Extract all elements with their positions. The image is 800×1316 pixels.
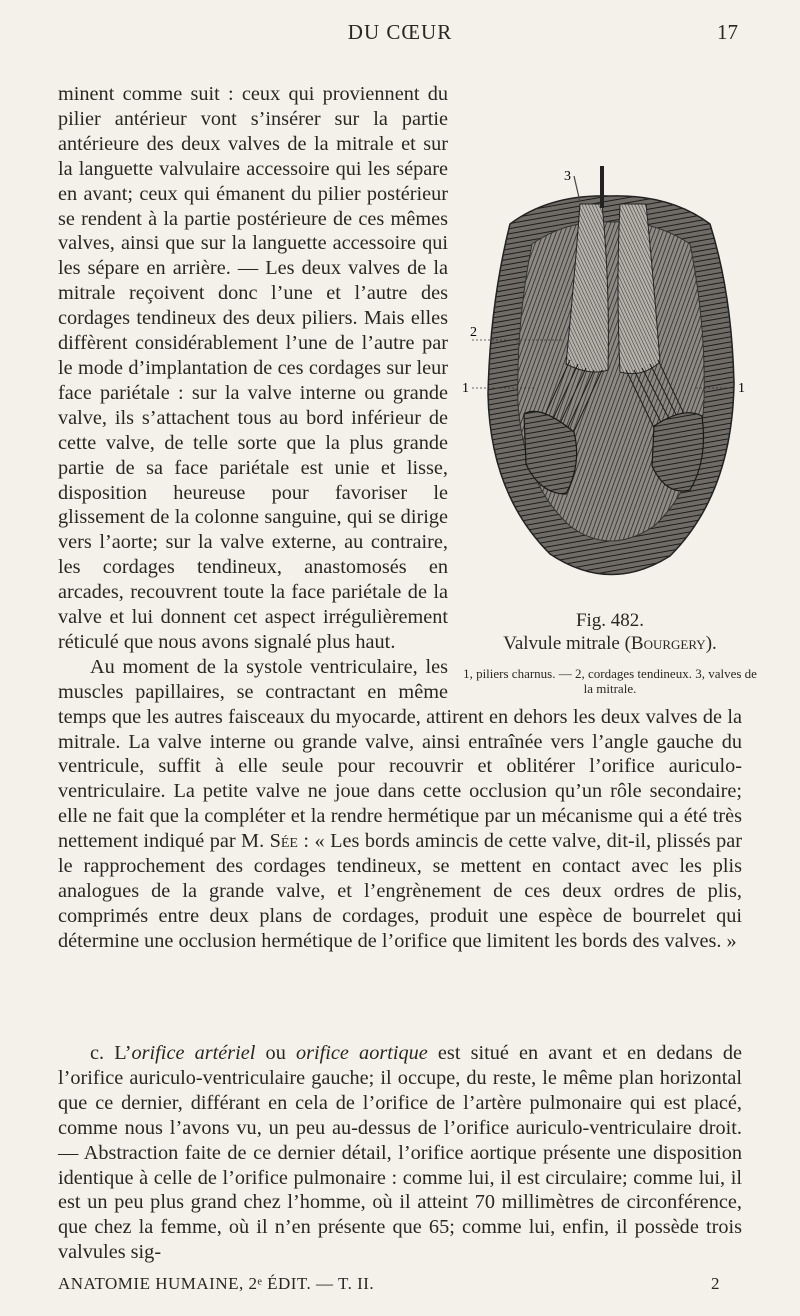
label-2: 2: [470, 325, 477, 340]
figure-title-suffix: ).: [705, 633, 717, 654]
term-orifice-arteriel: orifice artériel: [131, 1042, 256, 1064]
paragraph-3-lead: c. L’: [90, 1042, 132, 1064]
vessel-marker: [600, 166, 604, 208]
footer-sheet-number: 2: [711, 1274, 720, 1293]
author-see: Sée: [269, 830, 298, 853]
paragraph-3-or: ou: [255, 1042, 296, 1064]
figure-legend: 1, piliers charnus. — 2, cordages tendineux. 3, valves de la mitrale.: [463, 666, 757, 696]
figure-title-prefix: Valvule mitrale (: [503, 633, 631, 654]
label-1-left: 1: [462, 381, 469, 396]
term-orifice-aortique: orifice aortique: [295, 1042, 428, 1064]
page-number: 17: [717, 20, 738, 44]
label-1-right: 1: [738, 381, 745, 396]
paragraph-3: [58, 1041, 742, 1265]
running-title: DU CŒUR: [347, 20, 453, 44]
paragraph-2: [58, 655, 742, 954]
paragraph-2-start: Au moment de la systole ventriculaire, les muscles papillaires, se contractant en même temps que les autres faisceaux du myocarde, attirent en dehors les deux valves de la mitrale. La valve interne ou grande valve, ainsi entraînée vers l’angle gauche du ventricule, suffit à elle seule pour recouvrir et oblitérer l’orifice auriculo-ventriculaire. La petite valve ne joue dans cette occlusion qu’un rôle secondaire; elle ne fait que la compléter et la rendre hermétique par un mécanisme qui a été très nettement indiqué par M.: [58, 655, 742, 853]
paragraph-2-end: : « Les bords amincis de cette valve, dit-il, plissés par le rapprochement des cordages tendineux, se mettent en contact avec les plis analogues de la grande valve, et l’engrènement de ces deux ordres de plis, comprimés entre deux plans de cordages, produit une espèce de bourrelet qui détermine une occlusion hermétique de l’orifice que limitent les bords des valves. »: [58, 830, 742, 952]
section-c: [58, 1041, 742, 1265]
footer-signature: ANATOMIE HUMAINE, 2ᵉ ÉDIT. — T. II.: [58, 1274, 375, 1293]
page-header: [0, 20, 800, 50]
figure-title-author: Bourgery: [630, 633, 706, 654]
page-footer: [58, 1274, 742, 1298]
figure-number: Fig. 482.: [575, 610, 645, 631]
paragraph-3-body: est situé en avant et en dedans de l’orifice auriculo-ventriculaire gauche; il occupe, du reste, le même plan horizontal que ce dernier, différant en cela de l’orifice de l’artère pulmonaire qui est placé, comme nous l’avons vu, un peu au-dessus de l’orifice auriculo-ventriculaire droit. — Abstraction faite de ce dernier détail, l’orifice aortique présente une disposition identique à celle de l’orifice pulmonaire : comme lui, il est circulaire; comme lui, il est un peu plus grand chez l’homme, où il atteint 70 millimètres de circonférence, que chez la femme, où il n’en présente que 65; comme lui, enfin, il possède trois valvules sig-: [58, 1042, 743, 1264]
label-3: 3: [564, 169, 571, 184]
figure-482: [462, 164, 757, 696]
paragraph-1: minent comme suit : ceux qui proviennent du pilier antérieur vont s’insérer sur la partie antérieure des deux valves de la mitrale et sur la languette valvulaire accessoire qui les sépare en avant; ceux qui émanent du pilier postérieur se rendent à la partie postérieure de ces mêmes valves, ainsi que sur la languette accessoire qui les sépare en arrière. — Les deux valves de la mitrale reçoivent donc l’une et l’autre des cordages tendineux des deux piliers. Mais elles diffèrent considérablement l’une de l’autre par le mode d’implantation de ces cordages sur leur face pariétale : sur la valve interne ou grande valve, ils s’attachent tous au bord inférieur de cette valve, de telle sorte que la plus grande partie de sa face pariétale est unie et lisse, disposition heureuse pour favoriser le glissement de la colonne sanguine, qui se dirige vers l’aorte; sur la valve externe, au contraire, les cordages tendineux, anastomosés en arcades, recouvrent toute la face pariétale de la valve et lui donnent cet aspect irrégulièrement réticulé que nous avons signalé plus haut.: [58, 83, 448, 653]
mitral-valve-illustration: [462, 164, 750, 604]
figure-title: [470, 632, 750, 656]
